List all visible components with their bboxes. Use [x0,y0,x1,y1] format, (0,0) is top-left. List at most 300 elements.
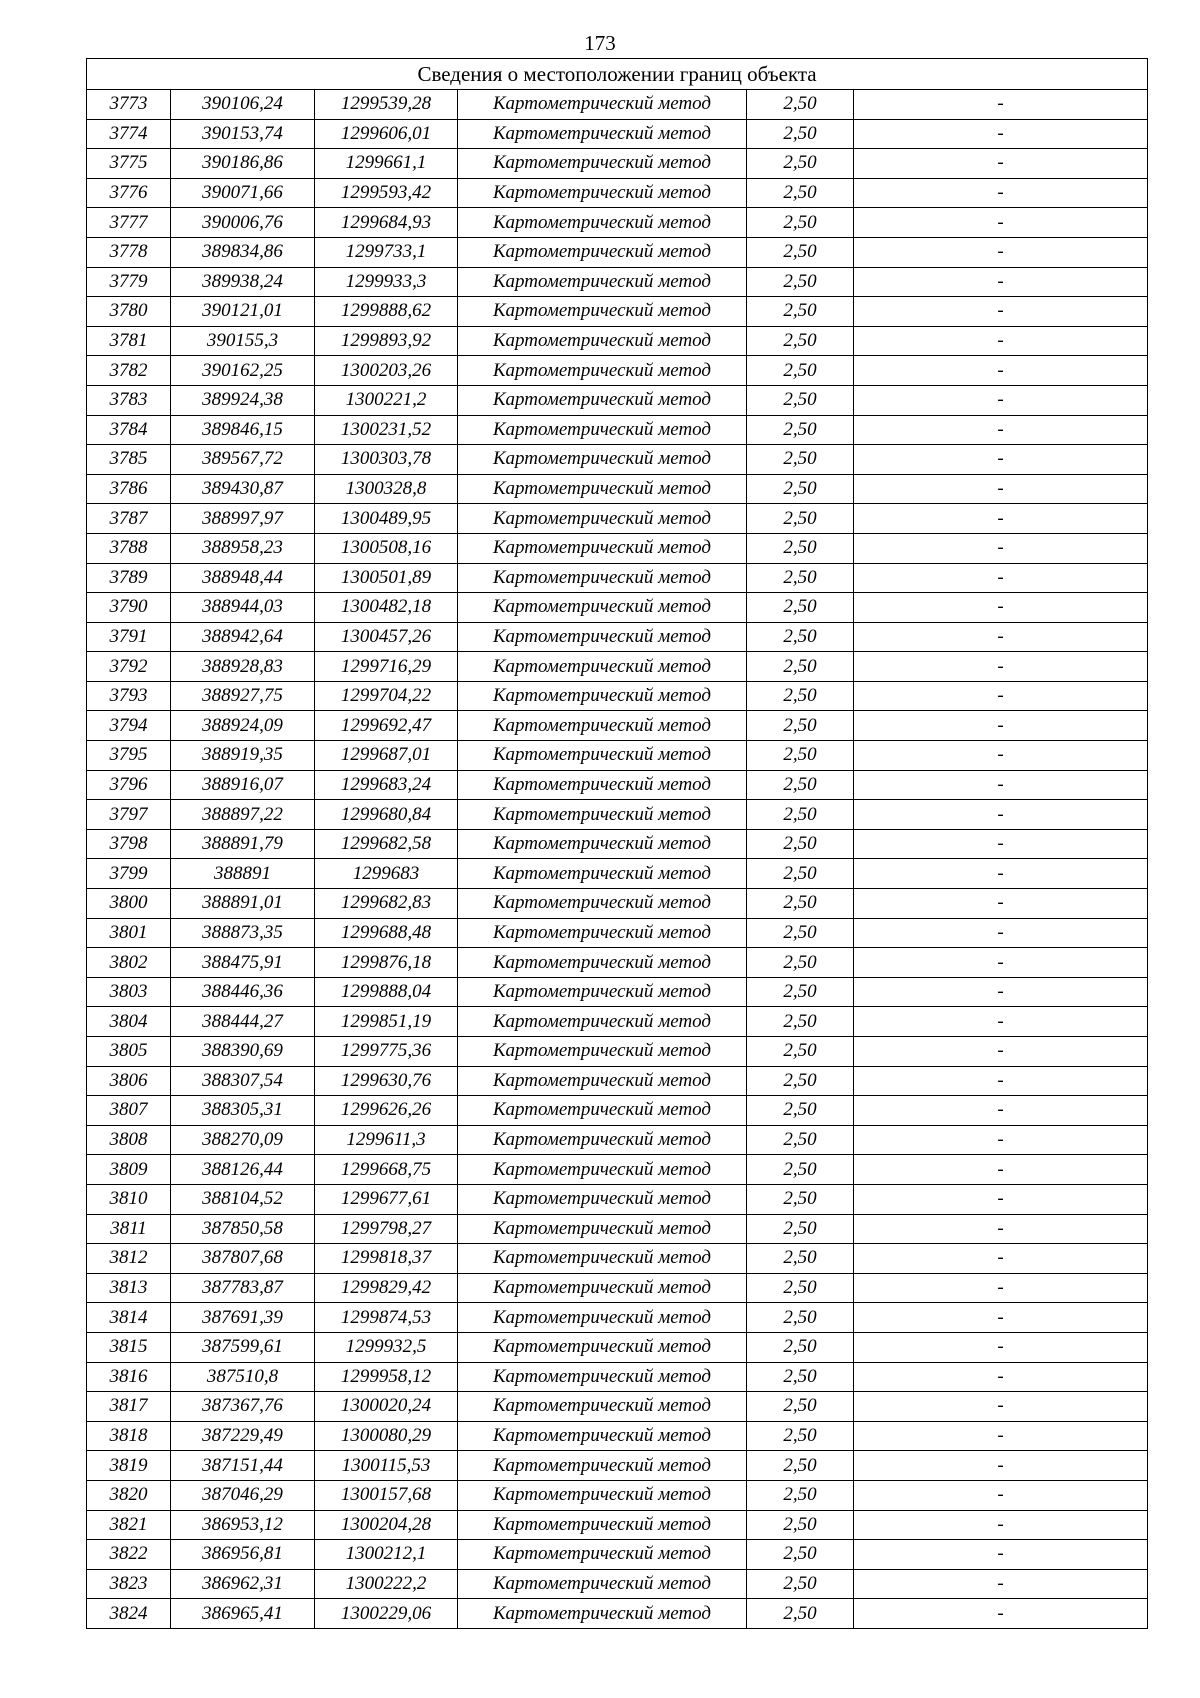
description-cell: - [854,208,1148,238]
table-row [87,711,1148,741]
y-coordinate-cell: 1299682,58 [315,829,458,859]
description-cell: - [854,770,1148,800]
x-coordinate-cell: 388891,79 [171,829,315,859]
accuracy-cell: 2,50 [747,1007,854,1037]
method-cell: Картометрический метод [458,474,747,504]
table-row [87,504,1148,534]
method-cell: Картометрический метод [458,1303,747,1333]
table-row [87,1303,1148,1333]
point-number-cell: 3777 [87,208,171,238]
accuracy-cell: 2,50 [747,149,854,179]
accuracy-cell: 2,50 [747,711,854,741]
accuracy-cell: 2,50 [747,1480,854,1510]
table-row [87,622,1148,652]
method-cell: Картометрический метод [458,1244,747,1274]
description-cell: - [854,356,1148,386]
accuracy-cell: 2,50 [747,1392,854,1422]
method-cell: Картометрический метод [458,119,747,149]
x-coordinate-cell: 390155,3 [171,326,315,356]
x-coordinate-cell: 388928,83 [171,652,315,682]
description-cell: - [854,1362,1148,1392]
point-number-cell: 3787 [87,504,171,534]
table-row [87,741,1148,771]
accuracy-cell: 2,50 [747,859,854,889]
accuracy-cell: 2,50 [747,1303,854,1333]
point-number-cell: 3823 [87,1569,171,1599]
x-coordinate-cell: 388891,01 [171,889,315,919]
y-coordinate-cell: 1300080,29 [315,1421,458,1451]
table-row [87,918,1148,948]
method-cell: Картометрический метод [458,208,747,238]
x-coordinate-cell: 390006,76 [171,208,315,238]
point-number-cell: 3813 [87,1273,171,1303]
point-number-cell: 3802 [87,948,171,978]
y-coordinate-cell: 1299668,75 [315,1155,458,1185]
x-coordinate-cell: 387510,8 [171,1362,315,1392]
table-row [87,119,1148,149]
table-row [87,326,1148,356]
description-cell: - [854,1451,1148,1481]
description-cell: - [854,90,1148,120]
description-cell: - [854,593,1148,623]
point-number-cell: 3776 [87,178,171,208]
accuracy-cell: 2,50 [747,593,854,623]
description-cell: - [854,326,1148,356]
table-row [87,267,1148,297]
y-coordinate-cell: 1300204,28 [315,1510,458,1540]
y-coordinate-cell: 1300222,2 [315,1569,458,1599]
x-coordinate-cell: 388958,23 [171,533,315,563]
accuracy-cell: 2,50 [747,1184,854,1214]
x-coordinate-cell: 389938,24 [171,267,315,297]
table-row [87,652,1148,682]
table-row [87,859,1148,889]
point-number-cell: 3818 [87,1421,171,1451]
method-cell: Картометрический метод [458,859,747,889]
x-coordinate-cell: 389924,38 [171,385,315,415]
x-coordinate-cell: 388891 [171,859,315,889]
description-cell: - [854,741,1148,771]
accuracy-cell: 2,50 [747,474,854,504]
description-cell: - [854,948,1148,978]
description-cell: - [854,859,1148,889]
y-coordinate-cell: 1299682,83 [315,889,458,919]
table-body [87,59,1148,1629]
table-row [87,90,1148,120]
accuracy-cell: 2,50 [747,178,854,208]
method-cell: Картометрический метод [458,622,747,652]
method-cell: Картометрический метод [458,1392,747,1422]
x-coordinate-cell: 387046,29 [171,1480,315,1510]
y-coordinate-cell: 1299661,1 [315,149,458,179]
x-coordinate-cell: 388446,36 [171,977,315,1007]
x-coordinate-cell: 386956,81 [171,1540,315,1570]
point-number-cell: 3810 [87,1184,171,1214]
x-coordinate-cell: 388997,97 [171,504,315,534]
table-row [87,1510,1148,1540]
accuracy-cell: 2,50 [747,445,854,475]
table-row [87,1096,1148,1126]
point-number-cell: 3803 [87,977,171,1007]
table-row [87,770,1148,800]
description-cell: - [854,1540,1148,1570]
table-row [87,445,1148,475]
table-row [87,563,1148,593]
y-coordinate-cell: 1299888,04 [315,977,458,1007]
point-number-cell: 3788 [87,533,171,563]
point-number-cell: 3775 [87,149,171,179]
point-number-cell: 3812 [87,1244,171,1274]
x-coordinate-cell: 390106,24 [171,90,315,120]
description-cell: - [854,1273,1148,1303]
method-cell: Картометрический метод [458,918,747,948]
x-coordinate-cell: 386965,41 [171,1599,315,1629]
accuracy-cell: 2,50 [747,800,854,830]
x-coordinate-cell: 387151,44 [171,1451,315,1481]
table-row [87,948,1148,978]
method-cell: Картометрический метод [458,326,747,356]
x-coordinate-cell: 388475,91 [171,948,315,978]
table-row [87,1599,1148,1629]
point-number-cell: 3811 [87,1214,171,1244]
table-row [87,1569,1148,1599]
accuracy-cell: 2,50 [747,741,854,771]
y-coordinate-cell: 1300231,52 [315,415,458,445]
y-coordinate-cell: 1300212,1 [315,1540,458,1570]
y-coordinate-cell: 1300457,26 [315,622,458,652]
description-cell: - [854,1510,1148,1540]
method-cell: Картометрический метод [458,267,747,297]
description-cell: - [854,1007,1148,1037]
table-row [87,1125,1148,1155]
y-coordinate-cell: 1299874,53 [315,1303,458,1333]
table-row [87,356,1148,386]
table-row [87,1421,1148,1451]
method-cell: Картометрический метод [458,889,747,919]
method-cell: Картометрический метод [458,681,747,711]
x-coordinate-cell: 388873,35 [171,918,315,948]
y-coordinate-cell: 1300303,78 [315,445,458,475]
table-row [87,681,1148,711]
method-cell: Картометрический метод [458,1214,747,1244]
method-cell: Картометрический метод [458,1332,747,1362]
method-cell: Картометрический метод [458,356,747,386]
method-cell: Картометрический метод [458,1421,747,1451]
point-number-cell: 3819 [87,1451,171,1481]
description-cell: - [854,415,1148,445]
accuracy-cell: 2,50 [747,237,854,267]
description-cell: - [854,800,1148,830]
table-row [87,1037,1148,1067]
point-number-cell: 3779 [87,267,171,297]
x-coordinate-cell: 389430,87 [171,474,315,504]
method-cell: Картометрический метод [458,1510,747,1540]
x-coordinate-cell: 387850,58 [171,1214,315,1244]
description-cell: - [854,1155,1148,1185]
table-row [87,474,1148,504]
accuracy-cell: 2,50 [747,1569,854,1599]
x-coordinate-cell: 387229,49 [171,1421,315,1451]
x-coordinate-cell: 389834,86 [171,237,315,267]
description-cell: - [854,1244,1148,1274]
table-title: Сведения о местоположении границ объекта [87,59,1148,90]
method-cell: Картометрический метод [458,1007,747,1037]
y-coordinate-cell: 1299692,47 [315,711,458,741]
table-row [87,1332,1148,1362]
point-number-cell: 3792 [87,652,171,682]
x-coordinate-cell: 390162,25 [171,356,315,386]
x-coordinate-cell: 389846,15 [171,415,315,445]
point-number-cell: 3784 [87,415,171,445]
method-cell: Картометрический метод [458,445,747,475]
method-cell: Картометрический метод [458,1599,747,1629]
y-coordinate-cell: 1299932,5 [315,1332,458,1362]
y-coordinate-cell: 1299630,76 [315,1066,458,1096]
point-number-cell: 3797 [87,800,171,830]
table-row [87,1214,1148,1244]
x-coordinate-cell: 390186,86 [171,149,315,179]
point-number-cell: 3781 [87,326,171,356]
y-coordinate-cell: 1300157,68 [315,1480,458,1510]
y-coordinate-cell: 1300115,53 [315,1451,458,1481]
description-cell: - [854,1125,1148,1155]
point-number-cell: 3796 [87,770,171,800]
point-number-cell: 3799 [87,859,171,889]
y-coordinate-cell: 1299851,19 [315,1007,458,1037]
accuracy-cell: 2,50 [747,563,854,593]
description-cell: - [854,652,1148,682]
accuracy-cell: 2,50 [747,415,854,445]
table-row [87,178,1148,208]
accuracy-cell: 2,50 [747,1214,854,1244]
method-cell: Картометрический метод [458,563,747,593]
y-coordinate-cell: 1299683 [315,859,458,889]
description-cell: - [854,918,1148,948]
accuracy-cell: 2,50 [747,90,854,120]
y-coordinate-cell: 1299798,27 [315,1214,458,1244]
y-coordinate-cell: 1299680,84 [315,800,458,830]
table-row [87,977,1148,1007]
table-row [87,297,1148,327]
x-coordinate-cell: 388126,44 [171,1155,315,1185]
x-coordinate-cell: 388944,03 [171,593,315,623]
description-cell: - [854,504,1148,534]
accuracy-cell: 2,50 [747,1273,854,1303]
y-coordinate-cell: 1300328,8 [315,474,458,504]
x-coordinate-cell: 386953,12 [171,1510,315,1540]
table-row [87,1007,1148,1037]
description-cell: - [854,1599,1148,1629]
y-coordinate-cell: 1299684,93 [315,208,458,238]
table-row [87,1244,1148,1274]
accuracy-cell: 2,50 [747,1244,854,1274]
accuracy-cell: 2,50 [747,356,854,386]
accuracy-cell: 2,50 [747,385,854,415]
table-title-row [87,59,1148,90]
description-cell: - [854,149,1148,179]
point-number-cell: 3801 [87,918,171,948]
table-row [87,1273,1148,1303]
description-cell: - [854,385,1148,415]
y-coordinate-cell: 1300489,95 [315,504,458,534]
description-cell: - [854,474,1148,504]
y-coordinate-cell: 1300508,16 [315,533,458,563]
accuracy-cell: 2,50 [747,208,854,238]
x-coordinate-cell: 387367,76 [171,1392,315,1422]
accuracy-cell: 2,50 [747,326,854,356]
y-coordinate-cell: 1300020,24 [315,1392,458,1422]
table-row [87,149,1148,179]
y-coordinate-cell: 1300203,26 [315,356,458,386]
description-cell: - [854,297,1148,327]
table-row [87,385,1148,415]
description-cell: - [854,889,1148,919]
table-row [87,1184,1148,1214]
x-coordinate-cell: 388948,44 [171,563,315,593]
point-number-cell: 3816 [87,1362,171,1392]
description-cell: - [854,829,1148,859]
y-coordinate-cell: 1299677,61 [315,1184,458,1214]
method-cell: Картометрический метод [458,1184,747,1214]
table-row [87,593,1148,623]
y-coordinate-cell: 1299611,3 [315,1125,458,1155]
accuracy-cell: 2,50 [747,1066,854,1096]
point-number-cell: 3822 [87,1540,171,1570]
accuracy-cell: 2,50 [747,918,854,948]
y-coordinate-cell: 1300221,2 [315,385,458,415]
y-coordinate-cell: 1299539,28 [315,90,458,120]
y-coordinate-cell: 1299829,42 [315,1273,458,1303]
x-coordinate-cell: 388390,69 [171,1037,315,1067]
method-cell: Картометрический метод [458,1273,747,1303]
x-coordinate-cell: 388916,07 [171,770,315,800]
y-coordinate-cell: 1299733,1 [315,237,458,267]
table-row [87,1155,1148,1185]
method-cell: Картометрический метод [458,977,747,1007]
x-coordinate-cell: 390153,74 [171,119,315,149]
point-number-cell: 3817 [87,1392,171,1422]
table-row [87,829,1148,859]
description-cell: - [854,267,1148,297]
accuracy-cell: 2,50 [747,1540,854,1570]
table-row [87,533,1148,563]
method-cell: Картометрический метод [458,1066,747,1096]
table-row [87,1392,1148,1422]
point-number-cell: 3821 [87,1510,171,1540]
table-row [87,1066,1148,1096]
method-cell: Картометрический метод [458,1155,747,1185]
accuracy-cell: 2,50 [747,977,854,1007]
description-cell: - [854,1569,1148,1599]
method-cell: Картометрический метод [458,149,747,179]
description-cell: - [854,1480,1148,1510]
point-number-cell: 3780 [87,297,171,327]
x-coordinate-cell: 387783,87 [171,1273,315,1303]
accuracy-cell: 2,50 [747,1421,854,1451]
accuracy-cell: 2,50 [747,622,854,652]
method-cell: Картометрический метод [458,1125,747,1155]
point-number-cell: 3807 [87,1096,171,1126]
point-number-cell: 3782 [87,356,171,386]
description-cell: - [854,563,1148,593]
y-coordinate-cell: 1299716,29 [315,652,458,682]
description-cell: - [854,977,1148,1007]
description-cell: - [854,1096,1148,1126]
x-coordinate-cell: 387691,39 [171,1303,315,1333]
table-row [87,1480,1148,1510]
accuracy-cell: 2,50 [747,297,854,327]
method-cell: Картометрический метод [458,1096,747,1126]
point-number-cell: 3773 [87,90,171,120]
description-cell: - [854,1037,1148,1067]
y-coordinate-cell: 1299933,3 [315,267,458,297]
method-cell: Картометрический метод [458,1569,747,1599]
point-number-cell: 3820 [87,1480,171,1510]
y-coordinate-cell: 1299888,62 [315,297,458,327]
x-coordinate-cell: 388942,64 [171,622,315,652]
description-cell: - [854,533,1148,563]
method-cell: Картометрический метод [458,415,747,445]
table-row [87,1362,1148,1392]
description-cell: - [854,622,1148,652]
y-coordinate-cell: 1299687,01 [315,741,458,771]
method-cell: Картометрический метод [458,829,747,859]
x-coordinate-cell: 388104,52 [171,1184,315,1214]
y-coordinate-cell: 1299775,36 [315,1037,458,1067]
method-cell: Картометрический метод [458,741,747,771]
description-cell: - [854,1184,1148,1214]
point-number-cell: 3783 [87,385,171,415]
method-cell: Картометрический метод [458,711,747,741]
accuracy-cell: 2,50 [747,1451,854,1481]
y-coordinate-cell: 1299876,18 [315,948,458,978]
description-cell: - [854,1066,1148,1096]
method-cell: Картометрический метод [458,385,747,415]
method-cell: Картометрический метод [458,178,747,208]
method-cell: Картометрический метод [458,533,747,563]
table-row [87,1540,1148,1570]
point-number-cell: 3798 [87,829,171,859]
x-coordinate-cell: 388270,09 [171,1125,315,1155]
page-number: 173 [584,31,616,55]
method-cell: Картометрический метод [458,237,747,267]
point-number-cell: 3778 [87,237,171,267]
method-cell: Картометрический метод [458,1540,747,1570]
x-coordinate-cell: 389567,72 [171,445,315,475]
method-cell: Картометрический метод [458,652,747,682]
x-coordinate-cell: 388307,54 [171,1066,315,1096]
accuracy-cell: 2,50 [747,681,854,711]
accuracy-cell: 2,50 [747,652,854,682]
method-cell: Картометрический метод [458,1037,747,1067]
accuracy-cell: 2,50 [747,267,854,297]
point-number-cell: 3809 [87,1155,171,1185]
y-coordinate-cell: 1299818,37 [315,1244,458,1274]
x-coordinate-cell: 388919,35 [171,741,315,771]
x-coordinate-cell: 388924,09 [171,711,315,741]
table-row [87,800,1148,830]
accuracy-cell: 2,50 [747,770,854,800]
y-coordinate-cell: 1300501,89 [315,563,458,593]
y-coordinate-cell: 1299893,92 [315,326,458,356]
table-row [87,208,1148,238]
method-cell: Картометрический метод [458,593,747,623]
x-coordinate-cell: 388897,22 [171,800,315,830]
method-cell: Картометрический метод [458,1451,747,1481]
method-cell: Картометрический метод [458,1362,747,1392]
method-cell: Картометрический метод [458,948,747,978]
point-number-cell: 3790 [87,593,171,623]
